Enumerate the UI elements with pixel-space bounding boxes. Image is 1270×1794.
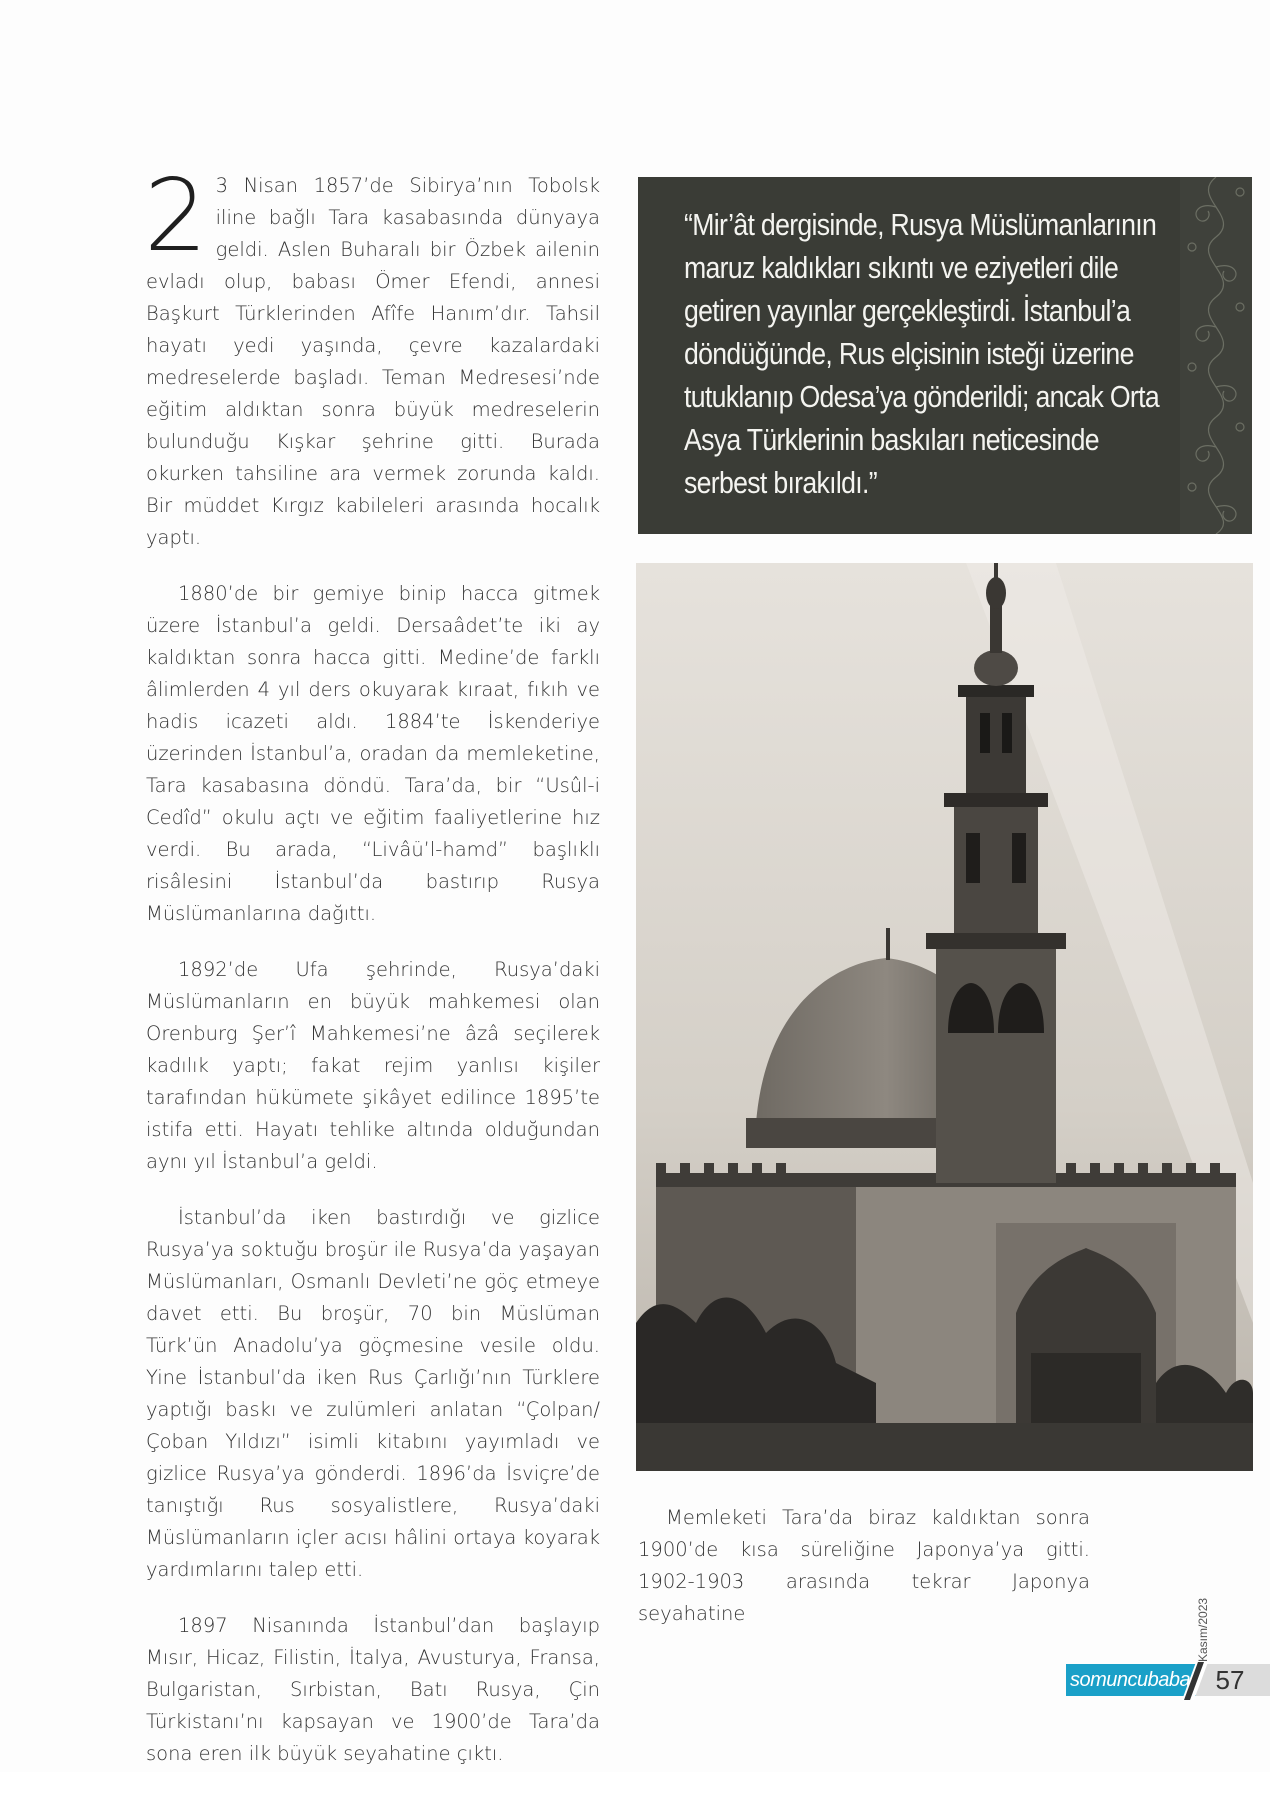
article-paragraph-5: 1897 Nisanında İstanbul’dan başlayıp Mısır, Hicaz, Filistin, İtalya, Avusturya, Fransa, Bulgaristan, Sırbistan, Batı Rusya, Çin Türkistanı’nı kapsayan ve 1900’de Tara’da sona eren ilk büyük seyahatine çıktı. — [146, 1614, 600, 1765]
brand-name: somuncubaba — [1070, 1669, 1191, 1691]
issue-date-text: Kasım/2023 — [1196, 1597, 1210, 1662]
mosque-photo — [636, 563, 1253, 1471]
article-paragraph-2: 1880’de bir gemiye binip hacca gitmek üzere İstanbul’a geldi. Dersaâdet’te iki ay kaldıktan sonra hacca gitti. Medine’de farklı âlimlerden 4 yıl ders okuyarak kıraat, fıkıh ve hadis icazeti aldı. 1884’te İskenderiye üzerinden İstanbul’a, oradan da memleketine, Tara kasabasına döndü. Tara’da, bir “Usûl-i Cedîd” okulu açtı ve eğitim faaliyetlerine hız verdi. Bu arada, “Livâü’l-hamd” başlıklı risâlesini İstanbul’da bastırıp Rusya Müslümanlarına dağıttı. — [146, 582, 600, 925]
page-number: 57 — [1215, 1665, 1245, 1695]
article-paragraph-4: İstanbul’da iken bastırdığı ve gizlice Rusya’ya soktuğu broşür ile Rusya’da yaşayan Müslümanları, Osmanlı Devleti’ne göç etmeye davet etti. Bu broşür, 70 bin Müslüman Türk’ün Anadolu’ya göçmesine vesile oldu. Yine İstanbul’da iken Rus Çarlığı’nın Türklere yaptığı baskı ve zulümleri anlatan “Çolpan/Çoban Yıldızı” isimli kitabını yayımladı ve gizlice Rusya’ya gönderdi. 1896’da İsviçre’de tanıştığı Rus sosyalistlere, Rusya’daki Müslümanların içler acısı hâlini ortaya koyarak yardımlarını talep etti. — [146, 1206, 600, 1581]
drop-cap: 2 — [144, 157, 208, 274]
article-column — [144, 157, 600, 1794]
issue-date — [1196, 1582, 1212, 1662]
photo-caption: Memleketi Tara’da biraz kaldıktan sonra 1900’de kısa süreliğine Japonya’ya gitti. 1902-1903 arasında tekrar Japonya seyahatine — [638, 1506, 1090, 1625]
floral-pattern-icon — [1180, 177, 1252, 534]
pull-quote-text: “Mir’ât dergisinde, Rusya Müslümanlarının maruz kaldıkları sıkıntı ve eziyetleri dile getiren yayınlar gerçekleştirdi. İstanbul’a döndüğünde, Rus elçisinin isteği üzerine tutuklanıp Odesa’ya gönderildi; ancak Orta Asya Türklerinin baskıları neticesinde serbest bırakıldı.” — [684, 207, 1159, 500]
pull-quote-box — [638, 177, 1252, 534]
paragraph-1-text: 3 Nisan 1857’de Sibirya’nın Tobolsk iline bağlı Tara kasabasında dünyaya geldi. Aslen Buharalı bir Özbek ailenin evladı olup, babası Ömer Efendi, annesi Başkurt Türklerinden Afîfe Hanım’dır. Tahsil hayatı yedi yaşında, çevre kazalardaki medreselerde başladı. Teman Medresesi’nde eğitim aldıktan sonra büyük medreselerin bulunduğu Kışkar şehrine gitti. Burada okurken tahsiline ara vermek zorunda kaldı. Bir müddet Kırgız kabileleri arasında hocalık yaptı. — [146, 174, 600, 549]
article-paragraph-1 — [144, 157, 600, 554]
article-paragraph-3: 1892’de Ufa şehrinde, Rusya’daki Müslümanların en büyük mahkemesi olan Orenburg Şer’î Mahkemesi’ne âzâ seçilerek kadılık yaptı; fakat rejim yanlısı kişiler tarafından hükümete şikâyet edilince 1895’te istifa etti. Hayatı tehlike altında olduğundan aynı yıl İstanbul’a geldi. — [146, 958, 600, 1173]
